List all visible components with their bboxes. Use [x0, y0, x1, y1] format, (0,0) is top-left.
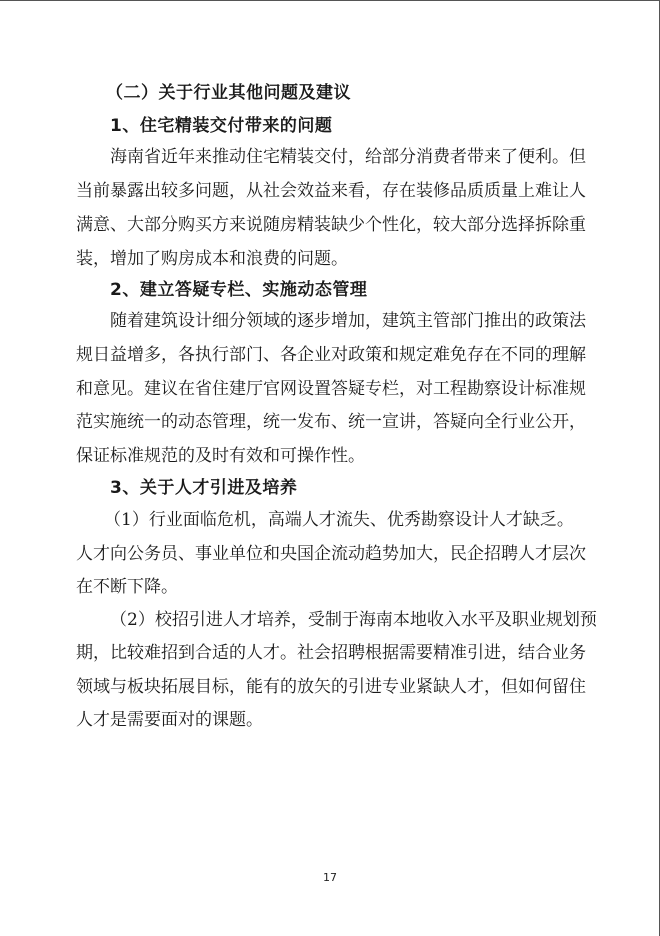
paragraph-line: 装，增加了购房成本和浪费的问题。: [76, 249, 348, 269]
paragraph-line: 在不断下降。: [76, 577, 178, 597]
paragraph-line: 满意、大部分购买方来说随房精装缺少个性化，较大部分选择拆除重: [76, 215, 586, 235]
paragraph-line: 保证标准规范的及时有效和可操作性。: [76, 446, 365, 466]
paragraph-line: 期，比较难招到合适的人才。社会招聘根据需要精准引进，结合业务: [76, 643, 586, 663]
subsection-heading-2: 2、建立答疑专栏、实施动态管理: [110, 280, 368, 300]
subsection-heading-1: 1、住宅精装交付带来的问题: [110, 116, 333, 136]
paragraph-line: 规日益增多，各执行部门、各企业对政策和规定难免存在不同的理解: [76, 345, 586, 365]
paragraph-line: 和意见。建议在省住建厅官网设置答疑专栏，对工程勘察设计标准规: [76, 379, 586, 399]
subsection-heading-3: 3、关于人才引进及培养: [110, 478, 298, 498]
paragraph-line: 随着建筑设计细分领域的逐步增加，建筑主管部门推出的政策法: [110, 311, 586, 331]
paragraph-line: （2）校招引进人才培养，受制于海南本地收入水平及职业规划预: [110, 610, 597, 630]
paragraph-line: 领域与板块拓展目标，能有的放矢的引进专业紧缺人才，但如何留住: [76, 677, 586, 697]
paragraph-line: 当前暴露出较多问题，从社会效益来看，存在装修品质质量上难让人: [76, 181, 586, 201]
paragraph-line: 人才向公务员、事业单位和央国企流动趋势加大，民企招聘人才层次: [76, 544, 586, 564]
section-title: （二）关于行业其他问题及建议: [106, 83, 351, 103]
paragraph-line: 海南省近年来推动住宅精装交付，给部分消费者带来了便利。但: [110, 147, 586, 167]
paragraph-line: （1）行业面临危机，高端人才流失、优秀勘察设计人才缺乏。: [104, 510, 574, 530]
paragraph-line: 人才是需要面对的课题。: [76, 710, 263, 730]
page-number: 17: [323, 871, 337, 884]
paragraph-line: 范实施统一的动态管理，统一发布、统一宣讲，答疑向全行业公开，: [76, 412, 586, 432]
